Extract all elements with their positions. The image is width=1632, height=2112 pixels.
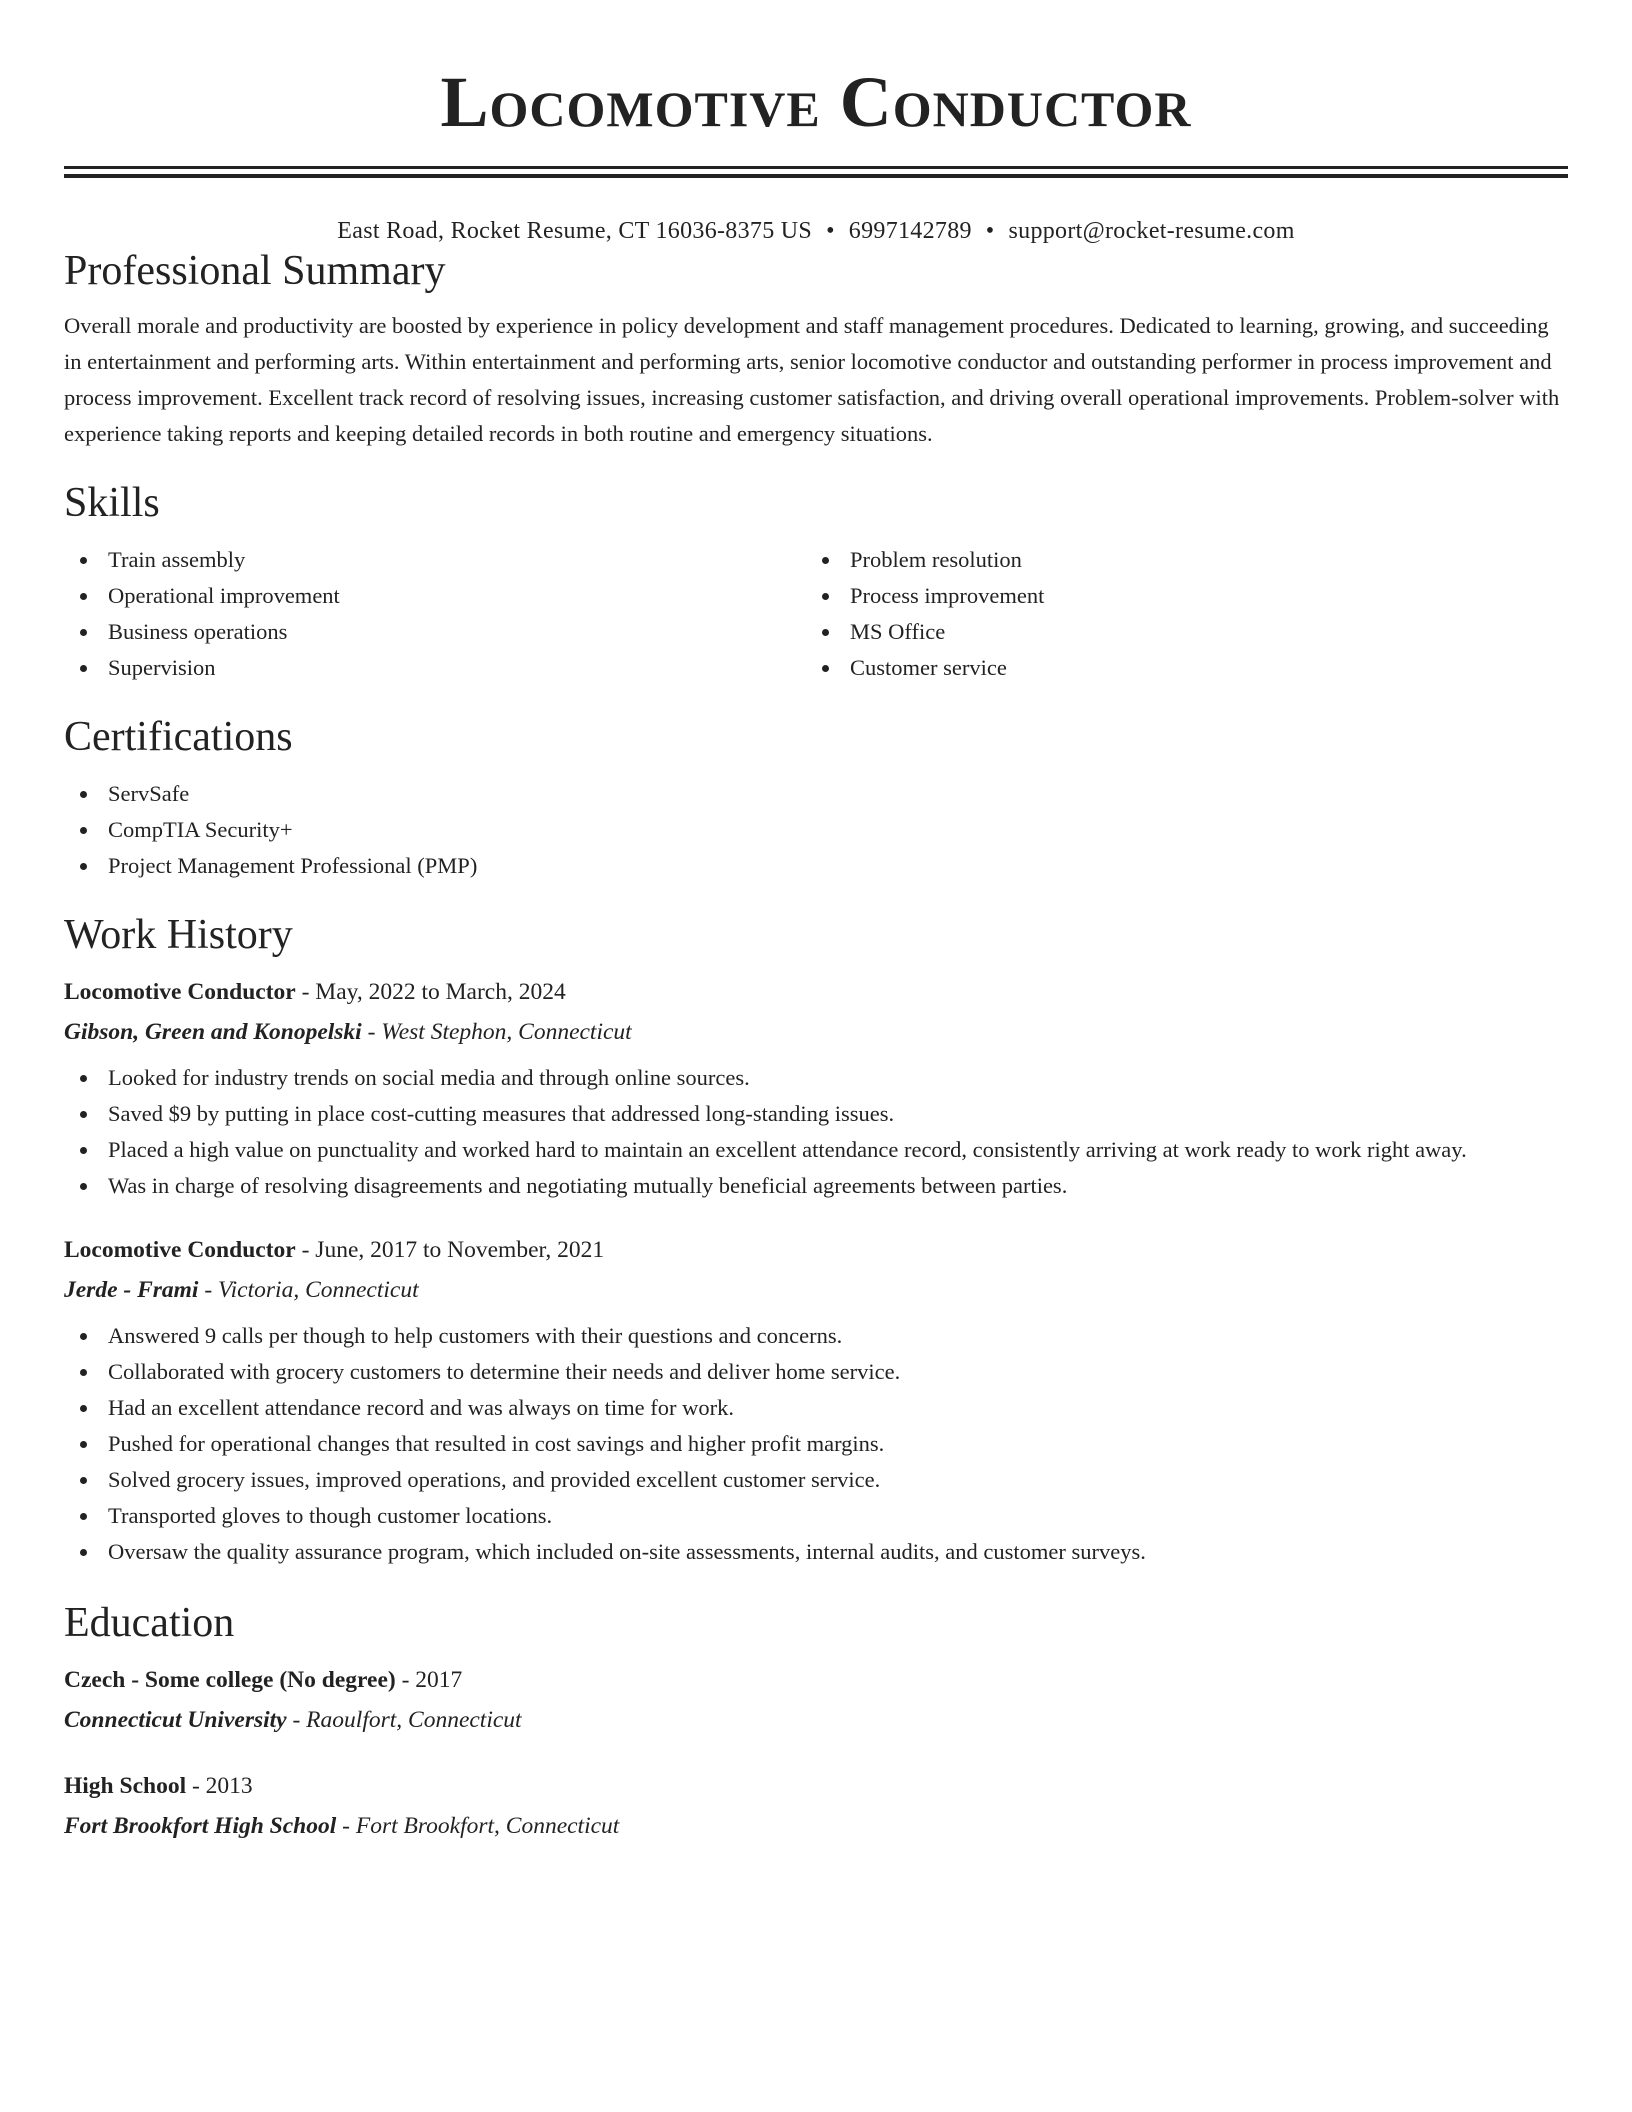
education-school: Connecticut University bbox=[64, 1707, 287, 1733]
job-title: Locomotive Conductor bbox=[64, 1237, 296, 1263]
skills-columns bbox=[64, 542, 1568, 686]
contact-separator: • bbox=[826, 218, 835, 244]
job-title: Locomotive Conductor bbox=[64, 979, 296, 1005]
education-year: - 2013 bbox=[186, 1773, 253, 1799]
work-history-heading: Work History bbox=[64, 912, 293, 958]
skill-item: Business operations bbox=[64, 614, 806, 650]
skill-item: Customer service bbox=[806, 650, 1548, 686]
certification-item: CompTIA Security+ bbox=[64, 812, 1568, 848]
job-title-line bbox=[64, 1232, 1568, 1268]
skills-list-left bbox=[64, 542, 806, 686]
job-company: Jerde - Frami bbox=[64, 1277, 199, 1303]
education-school: Fort Brookfort High School bbox=[64, 1813, 337, 1839]
certifications-list bbox=[64, 776, 1568, 884]
job-bullet: Transported gloves to though customer locations. bbox=[64, 1498, 1568, 1534]
job-location: - West Stephon, Connecticut bbox=[361, 1019, 632, 1045]
job-bullet: Placed a high value on punctuality and worked hard to maintain an excellent attendance record, consistently arriving at work ready to work right away. bbox=[64, 1132, 1568, 1168]
divider-line-top bbox=[64, 166, 1568, 169]
header-divider bbox=[64, 166, 1568, 178]
resume-name: Locomotive Conductor bbox=[440, 62, 1192, 142]
education-year: - 2017 bbox=[395, 1667, 463, 1693]
job-company-line bbox=[64, 1014, 1568, 1050]
job-dates: - May, 2022 to March, 2024 bbox=[295, 979, 566, 1005]
education-degree: Czech - Some college (No degree) bbox=[64, 1667, 396, 1693]
skill-item: Train assembly bbox=[64, 542, 806, 578]
contact-line bbox=[64, 216, 1568, 246]
education-school-line bbox=[64, 1808, 1568, 1844]
summary-heading: Professional Summary bbox=[64, 248, 446, 294]
job-company: Gibson, Green and Konopelski bbox=[64, 1019, 362, 1045]
certification-item: Project Management Professional (PMP) bbox=[64, 848, 1568, 884]
job-bullet: Pushed for operational changes that resulted in cost savings and higher profit margins. bbox=[64, 1426, 1568, 1462]
job-bullet: Collaborated with grocery customers to determine their needs and deliver home service. bbox=[64, 1354, 1568, 1390]
education-degree: High School bbox=[64, 1773, 187, 1799]
summary-text: Overall morale and productivity are boosted by experience in policy development and staff management procedures. Dedicated to learning, growing, and succeeding in entertainment and performing arts. Within entertainment and performing arts, senior locomotive conductor and outstanding performer in process improvement and process improvement. Excellent track record of resolving issues, increasing customer satisfaction, and driving overall operational improvements. Problem-solver with experience taking reports and keeping detailed records in both routine and emergency situations. bbox=[64, 313, 1560, 446]
skills-heading: Skills bbox=[64, 480, 160, 526]
job-bullet: Had an excellent attendance record and was always on time for work. bbox=[64, 1390, 1568, 1426]
education-heading: Education bbox=[64, 1600, 235, 1646]
contact-separator: • bbox=[985, 218, 995, 244]
job-entry bbox=[64, 974, 1568, 1204]
job-bullet: Oversaw the quality assurance program, which included on-site assessments, internal audits, and customer surveys. bbox=[64, 1534, 1568, 1570]
education-entry bbox=[64, 1662, 1568, 1738]
job-bullets bbox=[64, 1318, 1568, 1570]
education-entry bbox=[64, 1768, 1568, 1844]
job-bullets bbox=[64, 1060, 1568, 1204]
job-bullet: Looked for industry trends on social media and through online sources. bbox=[64, 1060, 1568, 1096]
job-dates: - June, 2017 to November, 2021 bbox=[295, 1237, 605, 1263]
education-school-line bbox=[64, 1702, 1568, 1738]
contact-phone: 6997142789 bbox=[848, 218, 972, 244]
job-bullet: Solved grocery issues, improved operations, and provided excellent customer service. bbox=[64, 1462, 1568, 1498]
skills-list-right bbox=[806, 542, 1548, 686]
job-title-line bbox=[64, 974, 1568, 1010]
job-bullet: Saved $9 by putting in place cost-cutting measures that addressed long-standing issues. bbox=[64, 1096, 1568, 1132]
education-location: - Raoulfort, Connecticut bbox=[286, 1707, 522, 1733]
skill-item: MS Office bbox=[806, 614, 1548, 650]
job-company-line bbox=[64, 1272, 1568, 1308]
contact-address: East Road, Rocket Resume, CT 16036-8375 US bbox=[337, 218, 813, 244]
skill-item: Supervision bbox=[64, 650, 806, 686]
certification-item: ServSafe bbox=[64, 776, 1568, 812]
skill-item: Process improvement bbox=[806, 578, 1548, 614]
education-location: - Fort Brookfort, Connecticut bbox=[336, 1813, 620, 1839]
education-degree-line bbox=[64, 1662, 1568, 1698]
job-bullet: Was in charge of resolving disagreements and negotiating mutually beneficial agreements between parties. bbox=[64, 1168, 1568, 1204]
skill-item: Problem resolution bbox=[806, 542, 1548, 578]
divider-line-bottom bbox=[64, 174, 1568, 178]
job-location: - Victoria, Connecticut bbox=[198, 1277, 419, 1303]
job-bullet: Answered 9 calls per though to help customers with their questions and concerns. bbox=[64, 1318, 1568, 1354]
contact-email: support@rocket-resume.com bbox=[1008, 218, 1295, 244]
job-entry bbox=[64, 1232, 1568, 1570]
education-degree-line bbox=[64, 1768, 1568, 1804]
skill-item: Operational improvement bbox=[64, 578, 806, 614]
certifications-heading: Certifications bbox=[64, 714, 293, 760]
